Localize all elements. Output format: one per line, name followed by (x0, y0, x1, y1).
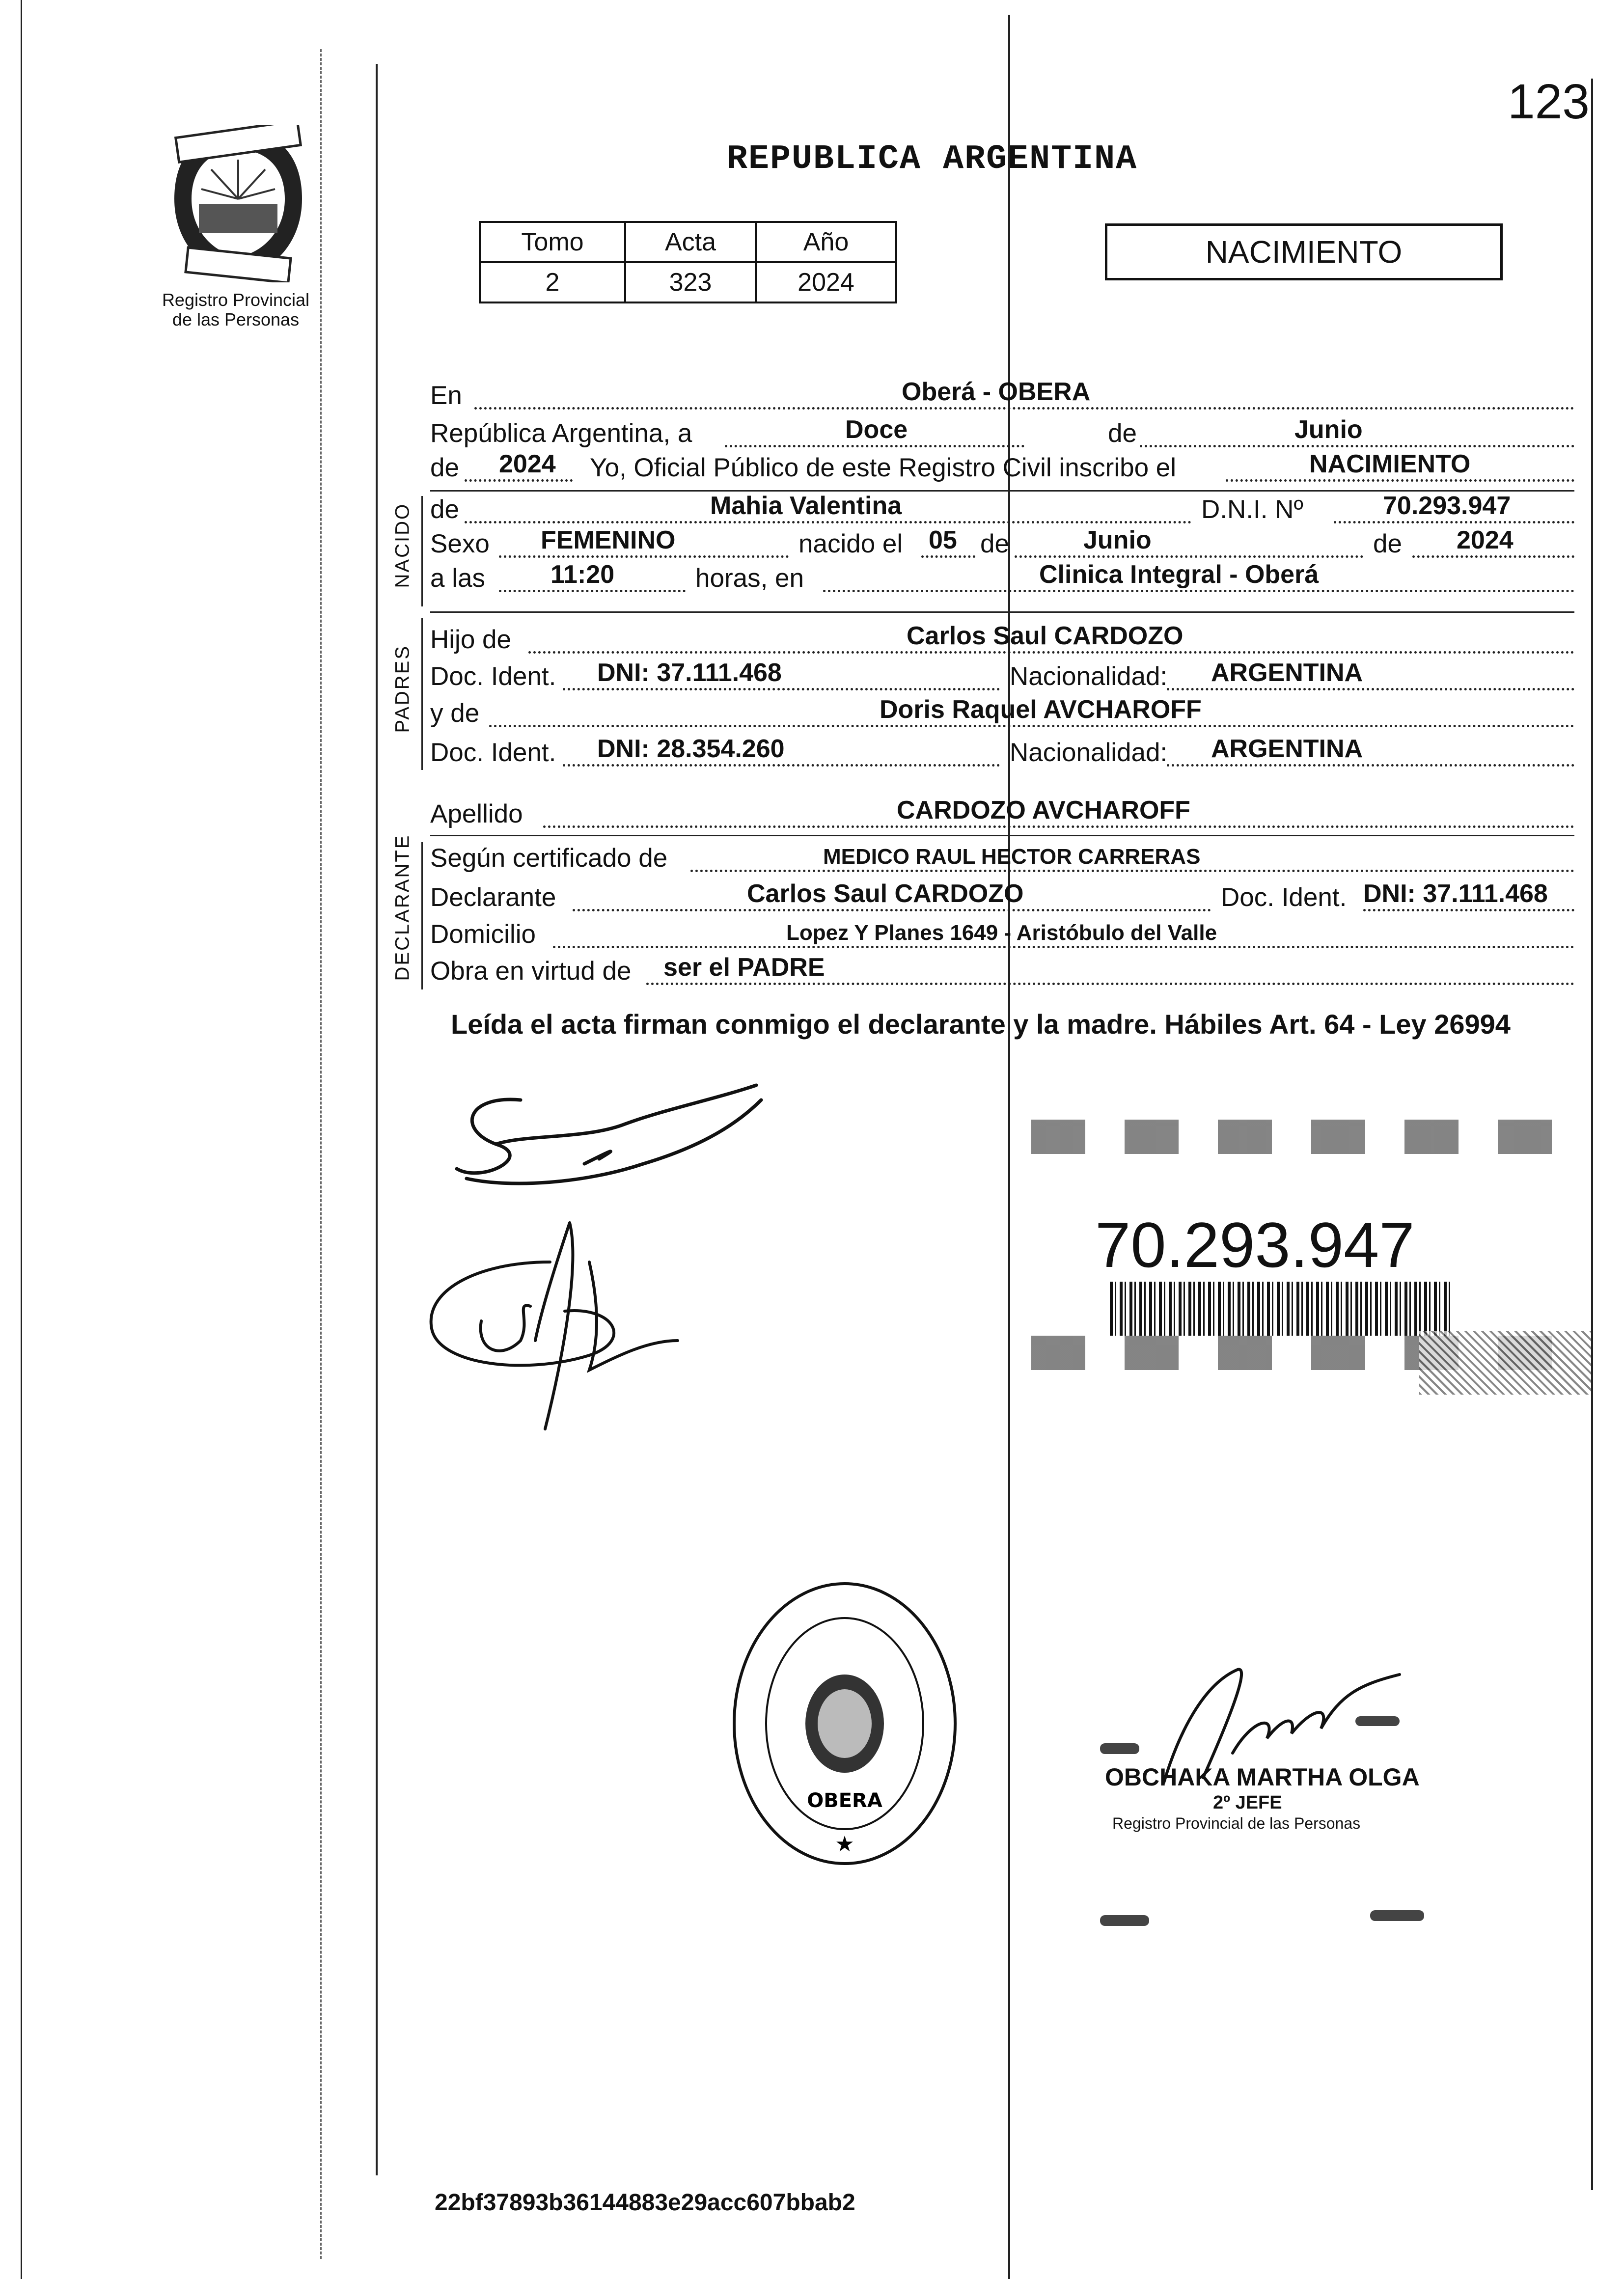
document-hash: 22bf37893b36144883e29acc607bbab2 (435, 2190, 855, 2216)
republica-label: República Argentina, a (430, 419, 692, 448)
inscribo-text: Yo, Oficial Público de este Registro Civil inscribo el (590, 453, 1177, 482)
declarante-doc-value: DNI: 37.111.468 (1363, 879, 1548, 908)
barcode-bars (1110, 1282, 1454, 1336)
padres-bracket (421, 618, 423, 770)
yde-label: y de (430, 699, 480, 728)
certificado-label: Según certificado de (430, 844, 668, 873)
en-label: En (430, 381, 462, 410)
hora-place: Clinica Integral - Oberá (1039, 560, 1319, 589)
ink-smudge-4 (1370, 1910, 1424, 1921)
barcode-top-band (1012, 1120, 1591, 1154)
declarante-name-label: Declarante (430, 883, 556, 912)
nac1-label: Nacionalidad: (1010, 662, 1168, 691)
republica-de-label: de (1108, 419, 1137, 448)
yde-value: Doris Raquel AVCHAROFF (880, 695, 1202, 724)
sexo-label: Sexo (430, 529, 490, 558)
hologram-patch (1419, 1331, 1591, 1395)
row-domicilio (430, 911, 1574, 952)
page-number: 123 (1508, 74, 1590, 129)
inscribo-de-label: de (430, 453, 459, 482)
doc-type: NACIMIENTO (1205, 234, 1403, 270)
declarante-doc-label: Doc. Ident. (1221, 883, 1347, 912)
horas-en-label: horas, en (695, 564, 804, 593)
tomo-value: 2 (480, 262, 625, 302)
row-inscribo (430, 444, 1574, 486)
row-certificado (430, 835, 1574, 876)
form-right-border (1591, 79, 1593, 2190)
obra-label: Obra en virtud de (430, 957, 632, 986)
doc1-label: Doc. Ident. (430, 662, 556, 691)
dni-value: 70.293.947 (1383, 492, 1511, 520)
anio-header: Año (756, 222, 896, 262)
ink-smudge-1 (1100, 1743, 1139, 1754)
separator-2 (430, 611, 1574, 613)
doc2-label: Doc. Ident. (430, 738, 556, 767)
declarant-signature (437, 1071, 781, 1198)
misiones-shield-icon (165, 125, 312, 282)
nacido-el-label: nacido el (798, 529, 903, 558)
official-name: OBCHAKA MARTHA OLGA (1105, 1763, 1420, 1791)
apellido-value: CARDOZO AVCHAROFF (897, 796, 1190, 824)
logo-label-1: Registro Provincial (162, 290, 310, 310)
barcode-number: 70.293.947 (1095, 1209, 1415, 1281)
province-logo (165, 125, 312, 282)
inscribo-year: 2024 (499, 450, 556, 478)
nombre-value: Mahia Valentina (710, 492, 902, 520)
certificado-value: MEDICO RAUL HECTOR CARRERAS (823, 845, 1201, 869)
padres-label: PADRES (391, 644, 413, 733)
dni-label: D.N.I. Nº (1201, 495, 1303, 524)
acta-value: 323 (625, 262, 756, 302)
nacido-de-label: de (980, 529, 1009, 558)
row-declarante (430, 874, 1574, 915)
left-margin-line (21, 0, 22, 2279)
stamp-star-icon: ★ (835, 1832, 854, 1857)
row-apellido (430, 791, 1574, 832)
nacido-de2-label: de (1373, 529, 1402, 558)
closing-text: Leída el acta firman conmigo el declarante y la madre. Hábiles Art. 64 - Ley 26994 (451, 1009, 1511, 1040)
row-doc1 (430, 653, 1574, 694)
nac2-label: Nacionalidad: (1010, 738, 1168, 767)
hora-label: a las (430, 564, 485, 593)
declarante-label: DECLARANTE (391, 834, 413, 981)
apellido-label: Apellido (430, 799, 523, 828)
official-signature-left (403, 1193, 697, 1439)
row-hora (430, 555, 1574, 596)
logo-label-2: de las Personas (172, 309, 300, 329)
tomo-header: Tomo (480, 222, 625, 262)
page-title: REPUBLICA ARGENTINA (727, 140, 1138, 179)
obra-value: ser el PADRE (663, 953, 825, 982)
inscribo-value: NACIMIENTO (1309, 450, 1471, 478)
row-en (430, 372, 1574, 413)
left-dashed-line (320, 49, 322, 2259)
row-yde (430, 690, 1574, 731)
nacido-label: NACIDO (391, 502, 413, 588)
tomo-acta-table (479, 221, 897, 303)
nacido-month: Junio (1083, 526, 1152, 554)
ink-smudge-3 (1100, 1915, 1149, 1926)
barcode-label (1012, 1120, 1591, 1375)
sexo-value: FEMENINO (541, 526, 676, 554)
nac1-value: ARGENTINA (1211, 659, 1363, 687)
nombre-label: de (430, 495, 459, 524)
nac2-value: ARGENTINA (1211, 735, 1363, 763)
official-org: Registro Provincial de las Personas (1112, 1814, 1361, 1832)
hijo-label: Hijo de (430, 625, 511, 654)
hijo-value: Carlos Saul CARDOZO (907, 622, 1184, 650)
declarante-value: Carlos Saul CARDOZO (747, 879, 1024, 908)
republica-day: Doce (845, 415, 908, 444)
republica-month: Junio (1294, 415, 1363, 444)
doc1-value: DNI: 37.111.468 (597, 659, 782, 687)
hora-value: 11:20 (551, 560, 615, 589)
row-hijo (430, 616, 1574, 658)
nacido-bracket (421, 496, 423, 606)
row-obra (430, 948, 1574, 989)
anio-value: 2024 (756, 262, 896, 302)
ink-smudge-2 (1355, 1716, 1400, 1726)
declarante-bracket (421, 842, 423, 989)
stamp-city: OBERA (807, 1789, 882, 1812)
form-left-border (376, 64, 378, 2175)
nacido-day: 05 (929, 526, 957, 554)
doc2-value: DNI: 28.354.260 (597, 735, 785, 763)
registry-stamp (727, 1576, 963, 1871)
acta-header: Acta (625, 222, 756, 262)
domicilio-value: Lopez Y Planes 1649 - Aristóbulo del Valle (786, 921, 1217, 945)
nacido-year: 2024 (1457, 526, 1514, 554)
fold-line (1008, 15, 1010, 2279)
en-value: Oberá - OBERA (902, 378, 1091, 406)
doc-type-box (1105, 223, 1503, 280)
domicilio-label: Domicilio (430, 920, 536, 949)
official-role: 2º JEFE (1213, 1792, 1282, 1813)
row-doc2 (430, 729, 1574, 770)
